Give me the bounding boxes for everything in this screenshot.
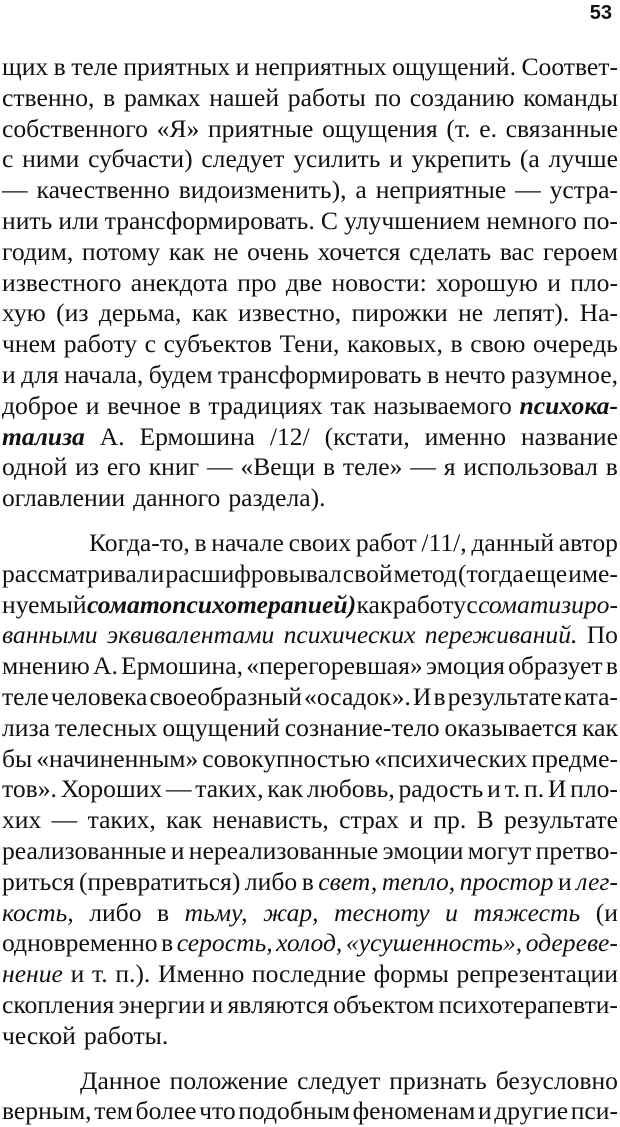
emphasized-word: тализа	[2, 422, 85, 453]
word: и	[487, 774, 501, 805]
word: автор	[559, 528, 618, 559]
word: известно,	[238, 298, 341, 329]
text-line	[0, 114, 620, 145]
word: и	[478, 1096, 492, 1127]
word: начале	[211, 528, 284, 559]
text-line	[0, 1096, 620, 1127]
word: по-	[583, 206, 618, 237]
word: п.).	[115, 959, 150, 990]
word: последние	[252, 959, 366, 990]
word: следует	[201, 144, 284, 175]
word: трансформировать	[218, 360, 422, 391]
word: из	[75, 452, 99, 483]
word: потому	[82, 237, 160, 268]
word: укрепить	[412, 144, 512, 175]
word: пси-	[571, 1096, 618, 1127]
paragraph	[0, 528, 620, 1052]
word: психотерапевти-	[439, 990, 618, 1021]
text-line	[0, 928, 620, 959]
word: не	[213, 237, 238, 268]
word: работ	[356, 528, 417, 559]
word: тем	[94, 1096, 133, 1127]
word: —	[207, 452, 233, 483]
text-line	[0, 360, 620, 391]
word: доброе	[2, 391, 78, 422]
word: верным,	[2, 1096, 92, 1127]
word: книг	[149, 452, 199, 483]
word: результате	[448, 682, 562, 713]
word: тов».	[2, 774, 57, 805]
word: ними	[22, 144, 79, 175]
word: /12/	[270, 422, 310, 453]
word: очередь	[533, 329, 618, 360]
word: ката-	[564, 682, 618, 713]
word: (т.	[446, 114, 470, 145]
word: другие	[494, 1096, 568, 1127]
word: лепят).	[494, 298, 570, 329]
word: хочется	[318, 237, 401, 268]
word: либо	[89, 898, 141, 929]
paragraph	[0, 52, 620, 514]
word: С	[321, 206, 338, 237]
word: раздела).	[228, 483, 325, 514]
word: трансформировать.	[105, 206, 315, 237]
text-line	[0, 1066, 620, 1097]
text-line	[0, 329, 620, 360]
word: любовь,	[307, 774, 395, 805]
word: предме-	[531, 744, 618, 775]
word: метод	[394, 559, 457, 590]
emphasized-word: кость,	[2, 898, 74, 929]
word: ственно,	[2, 83, 94, 114]
word: работы	[288, 83, 366, 114]
word: и	[210, 990, 224, 1021]
word: пло-	[570, 774, 618, 805]
word: (кстати,	[325, 422, 410, 453]
word: признать	[389, 1066, 487, 1097]
word: ощущений.	[392, 52, 516, 83]
word: сознание-тело	[285, 713, 440, 744]
text-line	[0, 651, 620, 682]
word: человека	[51, 682, 148, 713]
text-line	[0, 206, 620, 237]
paragraph-gap	[0, 1052, 620, 1066]
word: пирожки	[352, 298, 448, 329]
word: начала,	[64, 360, 143, 391]
word: «Я»	[157, 114, 200, 145]
word: именно	[425, 422, 506, 453]
word: как	[267, 774, 303, 805]
word: в	[161, 928, 173, 959]
word: и	[86, 391, 100, 422]
word: как	[357, 590, 393, 621]
word: таких,	[88, 805, 156, 836]
word: более	[136, 1096, 197, 1127]
word: в	[157, 898, 169, 929]
word: «Вещи	[240, 452, 315, 483]
emphasized-word: психических	[284, 620, 416, 651]
word: своеобразный	[149, 682, 301, 713]
word: качественно	[37, 175, 170, 206]
word: анекдота	[131, 268, 228, 299]
word: и	[71, 959, 85, 990]
word: А.	[100, 422, 125, 453]
word: безусловно	[496, 1066, 618, 1097]
word: для	[21, 360, 59, 391]
text-line	[0, 452, 620, 483]
word: пло-	[570, 268, 618, 299]
word: в	[427, 360, 439, 391]
word: скопления	[2, 990, 114, 1021]
word: по	[375, 83, 402, 114]
word: свою	[470, 329, 525, 360]
word: лиза	[2, 713, 50, 744]
word: Именно	[158, 959, 244, 990]
word: в	[302, 867, 314, 898]
word: нечто	[445, 360, 506, 391]
emphasized-word: переживаний.	[425, 620, 578, 651]
word: и	[547, 268, 561, 299]
word: приятные	[208, 114, 313, 145]
word: Соответ-	[521, 52, 618, 83]
word: очень	[247, 237, 309, 268]
text-line	[0, 559, 620, 590]
word: В	[477, 805, 494, 836]
emphasized-word: «усушенность»,	[346, 928, 522, 959]
word: претво-	[536, 836, 618, 867]
word: своих	[289, 528, 352, 559]
text-line	[0, 237, 620, 268]
word: в	[103, 83, 115, 114]
word: пр.	[433, 805, 466, 836]
word: формы	[374, 959, 449, 990]
word: как	[169, 237, 205, 268]
emphasized-word: эквивалентами	[107, 620, 274, 651]
word: и	[2, 360, 16, 391]
emphasized-word: тьму,	[185, 898, 248, 929]
word: (тогда	[458, 559, 524, 590]
word: субъектов	[164, 329, 272, 360]
word: устра-	[550, 175, 618, 206]
word: телесных	[55, 713, 157, 744]
word: —	[52, 805, 78, 836]
word: По	[587, 620, 618, 651]
word: рамках	[124, 83, 201, 114]
emphasized-word: и	[445, 898, 458, 929]
word: ненависть,	[212, 805, 329, 836]
word: могут	[468, 836, 531, 867]
word: риться	[2, 867, 74, 898]
word: нереализованные	[189, 836, 378, 867]
word: оказывается	[445, 713, 578, 744]
word: что	[199, 1096, 236, 1127]
word: неприятных	[255, 52, 387, 83]
word: Хороших	[61, 774, 162, 805]
word: (из	[56, 298, 88, 329]
word: созданию	[410, 83, 515, 114]
word: дерьма,	[99, 298, 182, 329]
emphasized-word: психока-	[520, 391, 618, 422]
word: называемого	[373, 391, 511, 422]
word: (превратиться)	[79, 867, 240, 898]
word: новости:	[332, 268, 427, 299]
word: данный	[471, 528, 554, 559]
word: рассматривал	[2, 559, 150, 590]
word: (а	[520, 144, 540, 175]
word: либо	[245, 867, 297, 898]
word: и	[151, 559, 165, 590]
emphasized-word: холод,	[276, 928, 342, 959]
text-line	[0, 682, 620, 713]
word: Данное	[80, 1066, 161, 1097]
word: репрезентации	[457, 959, 618, 990]
word: ческой	[2, 1021, 76, 1052]
word: в	[434, 682, 446, 713]
word: приятных	[123, 52, 230, 83]
text-line	[0, 422, 620, 453]
word: «начиненным»	[36, 744, 198, 775]
word: и	[409, 805, 423, 836]
word: про	[237, 268, 276, 299]
word: годим,	[2, 237, 73, 268]
emphasized-word: тесноту	[334, 898, 430, 929]
word: известного	[2, 268, 121, 299]
word: Когда-то,	[89, 528, 190, 559]
word: теле»	[343, 452, 402, 483]
word: И	[413, 682, 431, 713]
text-line	[0, 298, 620, 329]
word: т.	[92, 959, 108, 990]
word: в	[606, 452, 618, 483]
page-number: 53	[590, 2, 612, 25]
word: в	[54, 52, 66, 83]
word: нить	[2, 206, 52, 237]
word: так	[330, 391, 365, 422]
word: работу	[393, 590, 466, 621]
word: И	[548, 774, 566, 805]
word: оглавлении	[2, 483, 125, 514]
word: теле	[71, 52, 118, 83]
word: ощущения	[322, 114, 438, 145]
word: —	[515, 175, 541, 206]
text-line	[0, 744, 620, 775]
text-line	[0, 391, 620, 422]
emphasized-word: ванными	[2, 620, 98, 651]
text-line	[0, 620, 620, 651]
word: А.	[93, 651, 118, 682]
word: щих	[2, 52, 48, 83]
word: и	[171, 836, 185, 867]
text-line	[0, 175, 620, 206]
word: эмоции	[383, 836, 464, 867]
word: в	[606, 651, 618, 682]
word: неприятные	[376, 175, 506, 206]
text-line	[0, 268, 620, 299]
text-line	[0, 990, 620, 1021]
word: мнению	[2, 651, 90, 682]
word: как	[582, 713, 618, 744]
word: подобным	[238, 1096, 350, 1127]
emphasized-word: свет,	[318, 867, 377, 898]
text-line	[0, 144, 620, 175]
word: данного	[133, 483, 220, 514]
word: сделать	[409, 237, 491, 268]
word: —	[2, 175, 28, 206]
word: или	[58, 206, 98, 237]
emphasized-word: тяжесть	[473, 898, 580, 929]
word: субчасти)	[88, 144, 193, 175]
emphasized-word: жар,	[263, 898, 318, 929]
emphasized-word: серость,	[177, 928, 273, 959]
word: «перегоревшая»	[246, 651, 423, 682]
word: е.	[479, 114, 497, 145]
text-line	[0, 528, 620, 559]
word: феноменам	[353, 1096, 476, 1127]
word: связанные	[506, 114, 618, 145]
text-line	[0, 836, 620, 867]
text-line	[0, 774, 620, 805]
word: чнем	[2, 329, 56, 360]
word: его	[107, 452, 141, 483]
word: разумное,	[511, 360, 618, 391]
word: являются	[227, 990, 328, 1021]
word: с	[466, 590, 477, 621]
word: совокупностью	[202, 744, 370, 775]
word: я	[444, 452, 456, 483]
word: страх	[339, 805, 399, 836]
word: образует	[508, 651, 603, 682]
word: одновременно	[2, 928, 158, 959]
word: немного	[486, 206, 576, 237]
word: объектом	[333, 990, 434, 1021]
text-line	[0, 713, 620, 744]
word: в	[450, 329, 462, 360]
word: —	[410, 452, 436, 483]
text-line	[0, 483, 620, 514]
emphasized-word: соматопсихотерапией)	[87, 590, 356, 621]
text-line	[0, 959, 620, 990]
word: в	[189, 391, 201, 422]
paragraph-gap	[0, 514, 620, 528]
word: следует	[297, 1066, 380, 1097]
word: использовал	[463, 452, 598, 483]
word: будем	[149, 360, 213, 391]
word: На-	[580, 298, 618, 329]
word: «осадок».	[304, 682, 411, 713]
emphasized-word: простор	[460, 867, 554, 898]
word: команды	[523, 83, 618, 114]
word: Ермошина,	[121, 651, 243, 682]
word: свой	[343, 559, 393, 590]
word: (и	[596, 898, 618, 929]
word: как	[192, 298, 228, 329]
word: «психических	[374, 744, 527, 775]
word: нашей	[209, 83, 279, 114]
word: усилить	[293, 144, 380, 175]
word: две	[286, 268, 322, 299]
emphasized-word: нение	[2, 959, 63, 990]
word: хую	[2, 298, 46, 329]
word: теле	[2, 682, 49, 713]
word: героем	[543, 237, 618, 268]
word: в	[323, 452, 335, 483]
word: еще	[525, 559, 567, 590]
emphasized-word: соматизиро-	[478, 590, 618, 621]
word: положение	[170, 1066, 289, 1097]
word: улучшением	[344, 206, 480, 237]
word: —	[166, 774, 192, 805]
word: собственного	[2, 114, 148, 145]
word: хих	[2, 805, 41, 836]
text-line	[0, 1021, 620, 1052]
emphasized-word: одереве-	[526, 928, 618, 959]
word: в	[194, 528, 206, 559]
word: и	[236, 52, 250, 83]
word: видоизменить),	[179, 175, 347, 206]
paragraph	[0, 1066, 620, 1127]
word: результате	[504, 805, 618, 836]
word: лучше	[548, 144, 618, 175]
text-line	[0, 590, 620, 621]
word: вас	[500, 237, 534, 268]
text-line	[0, 867, 620, 898]
word: работы.	[84, 1021, 168, 1052]
word: хорошую	[436, 268, 538, 299]
word: название	[521, 422, 618, 453]
body-text	[0, 52, 620, 1127]
emphasized-word: тепло,	[382, 867, 455, 898]
word: таких,	[195, 774, 263, 805]
word: и	[389, 144, 403, 175]
word: Тени,	[280, 329, 340, 360]
word: радость	[399, 774, 484, 805]
word: энергии	[119, 990, 206, 1021]
word: /11/,	[421, 528, 466, 559]
word: не	[458, 298, 483, 329]
word: п.	[524, 774, 544, 805]
word: реализованные	[2, 836, 166, 867]
word: а	[355, 175, 366, 206]
word: вечное	[107, 391, 181, 422]
word: каковых,	[347, 329, 443, 360]
text-line	[0, 805, 620, 836]
word: Ермошина	[140, 422, 256, 453]
text-line	[0, 52, 620, 83]
word: с	[2, 144, 13, 175]
word: традициях	[208, 391, 322, 422]
word: бы	[2, 744, 32, 775]
emphasized-word: лег-	[576, 867, 618, 898]
word: нуемый	[2, 590, 87, 621]
word: как	[166, 805, 202, 836]
word: расшифровывал	[165, 559, 341, 590]
text-line	[0, 83, 620, 114]
word: т.	[505, 774, 521, 805]
word: одной	[2, 452, 67, 483]
word: име-	[568, 559, 618, 590]
word: и	[558, 867, 572, 898]
word: работу	[64, 329, 137, 360]
word: с	[145, 329, 156, 360]
word: эмоция	[426, 651, 505, 682]
text-line	[0, 898, 620, 929]
word: ощущений	[162, 713, 279, 744]
